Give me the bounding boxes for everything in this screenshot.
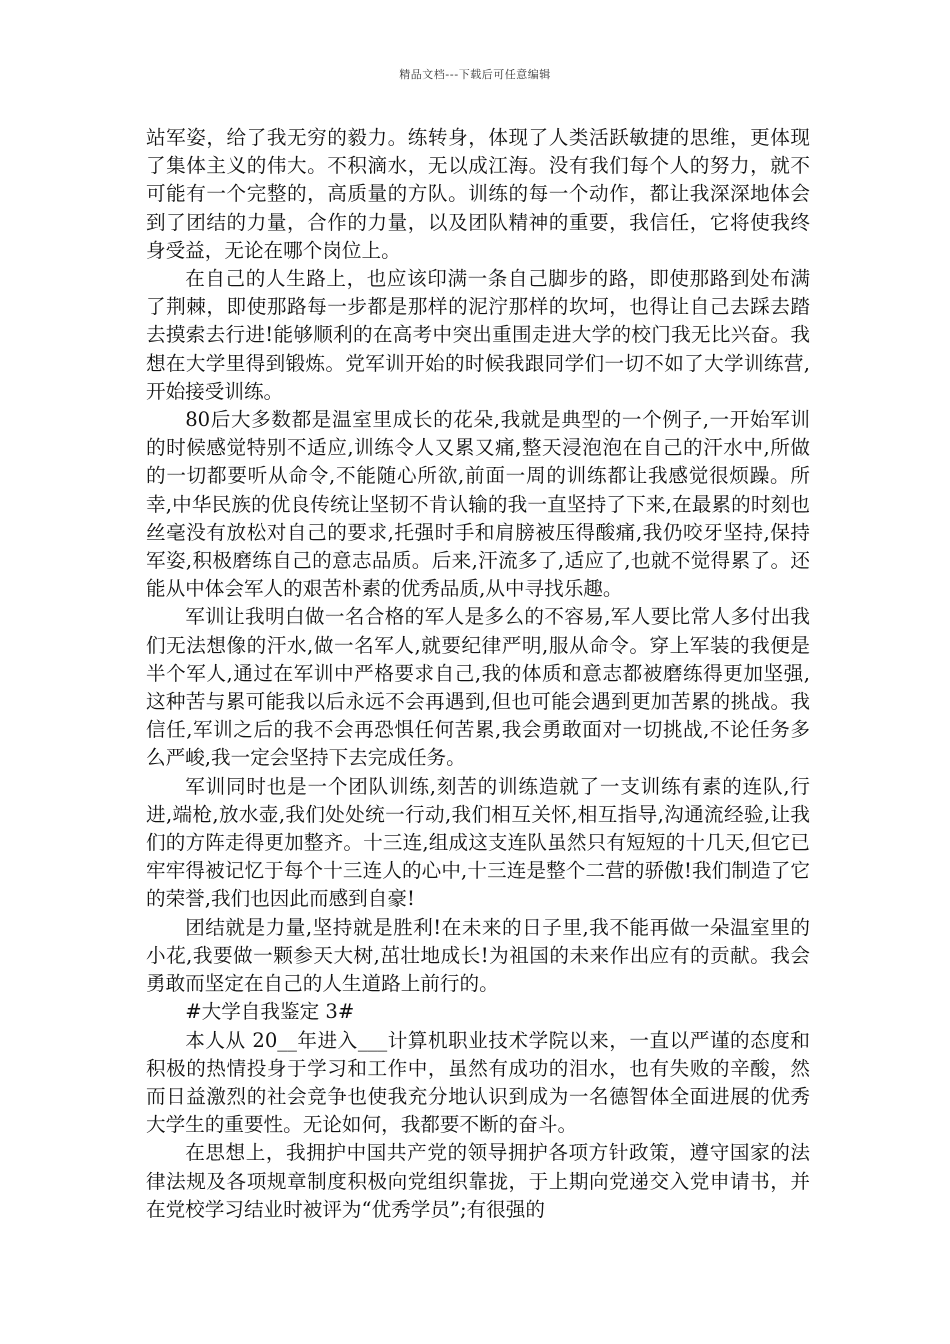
section-heading: #大学自我鉴定 3# bbox=[185, 1000, 355, 1024]
paragraph: 在自己的人生路上，也应该印满一条自己脚步的路，即使那路到处布满了荆棘，即使那路每一步都是那样的泥泞那样的坎坷，也得让自己去踩去踏去摸索去行进!能够顺利的在高考中突出重围走进大学的校门我无比兴奋。我想在大学里得到锻炼。党军训开始的时候我跟同学们一切不如了大学训练营,开始接受训练。 bbox=[146, 267, 810, 403]
paragraph: 本人从 20__年进入___计算机职业技术学院以来，一直以严谨的态度和积极的热情投身于学习和工作中，虽然有成功的泪水，也有失败的辛酸，然而日益激烈的社会竞争也使我充分地认识到成为一名德智体全面进展的优秀大学生的重要性。无论如何，我都要不断的奋斗。 bbox=[146, 1028, 810, 1137]
paragraph: 军训同时也是一个团队训练,刻苦的训练造就了一支训练有素的连队,行进,端枪,放水壶,我们处处统一行动,我们相互关怀,相互指导,沟通流经验,让我们的方阵走得更加整齐。十三连,组成这支连队虽然只有短短的十几天,但它已牢牢得被记忆于每个十三连人的心中,十三连是整个二营的骄傲!我们制造了它的荣誉,我们也因此而感到自豪! bbox=[146, 774, 810, 911]
page-header: 精品文档---下载后可任意编辑 bbox=[399, 68, 551, 81]
document-body bbox=[146, 124, 810, 1224]
paragraph: 团结就是力量,坚持就是胜利!在未来的日子里,我不能再做一朵温室里的小花,我要做一颗参天大树,茁壮地成长!为祖国的未来作出应有的贡献。我会勇敢而坚定在自己的人生道路上前行的。 bbox=[146, 915, 810, 996]
paragraph: 站军姿，给了我无穷的毅力。练转身，体现了人类活跃敏捷的思维，更体现了集体主义的伟大。不积滴水，无以成江海。没有我们每个人的努力，就不可能有一个完整的，高质量的方队。训练的每一个动作，都让我深深地体会到了团结的力量，合作的力量，以及团队精神的重要，我信任，它将使我终身受益，无论在哪个岗位上。 bbox=[146, 126, 810, 262]
paragraph: 军训让我明白做一名合格的军人是多么的不容易,军人要比常人多付出我们无法想像的汗水,做一名军人,就要纪律严明,服从命令。穿上军装的我便是半个军人,通过在军训中严格要求自己,我的体质和意志都被磨练得更加坚强,这种苦与累可能我以后永远不会再遇到,但也可能会遇到更加苦累的挑战。我信任,军训之后的我不会再恐惧任何苦累,我会勇敢面对一切挑战,不论任务多么严峻,我一定会坚持下去完成任务。 bbox=[146, 605, 810, 770]
paragraph: 在思想上，我拥护中国共产党的领导拥护各项方针政策，遵守国家的法律法规及各项规章制度积极向党组织靠拢，于上期向党递交入党申请书，并在党校学习结业时被评为“优秀学员”;有很强的 bbox=[146, 1141, 810, 1221]
paragraph: 80后大多数都是温室里成长的花朵,我就是典型的一个例子,一开始军训的时候感觉特别不适应,训练令人又累又痛,整天浸泡泡在自己的汗水中,所做的一切都要听从命令,不能随心所欲,前面一周的训练都让我感觉很烦躁。所幸,中华民族的优良传统让坚韧不肯认输的我一直坚持了下来,在最累的时刻也丝毫没有放松对自己的要求,托强时手和肩膀被压得酸痛,我仍咬牙坚持,保持军姿,积极磨练自己的意志品质。后来,汗流多了,适应了,也就不觉得累了。还能从中体会军人的艰苦朴素的优秀品质,从中寻找乐趣。 bbox=[146, 408, 810, 601]
